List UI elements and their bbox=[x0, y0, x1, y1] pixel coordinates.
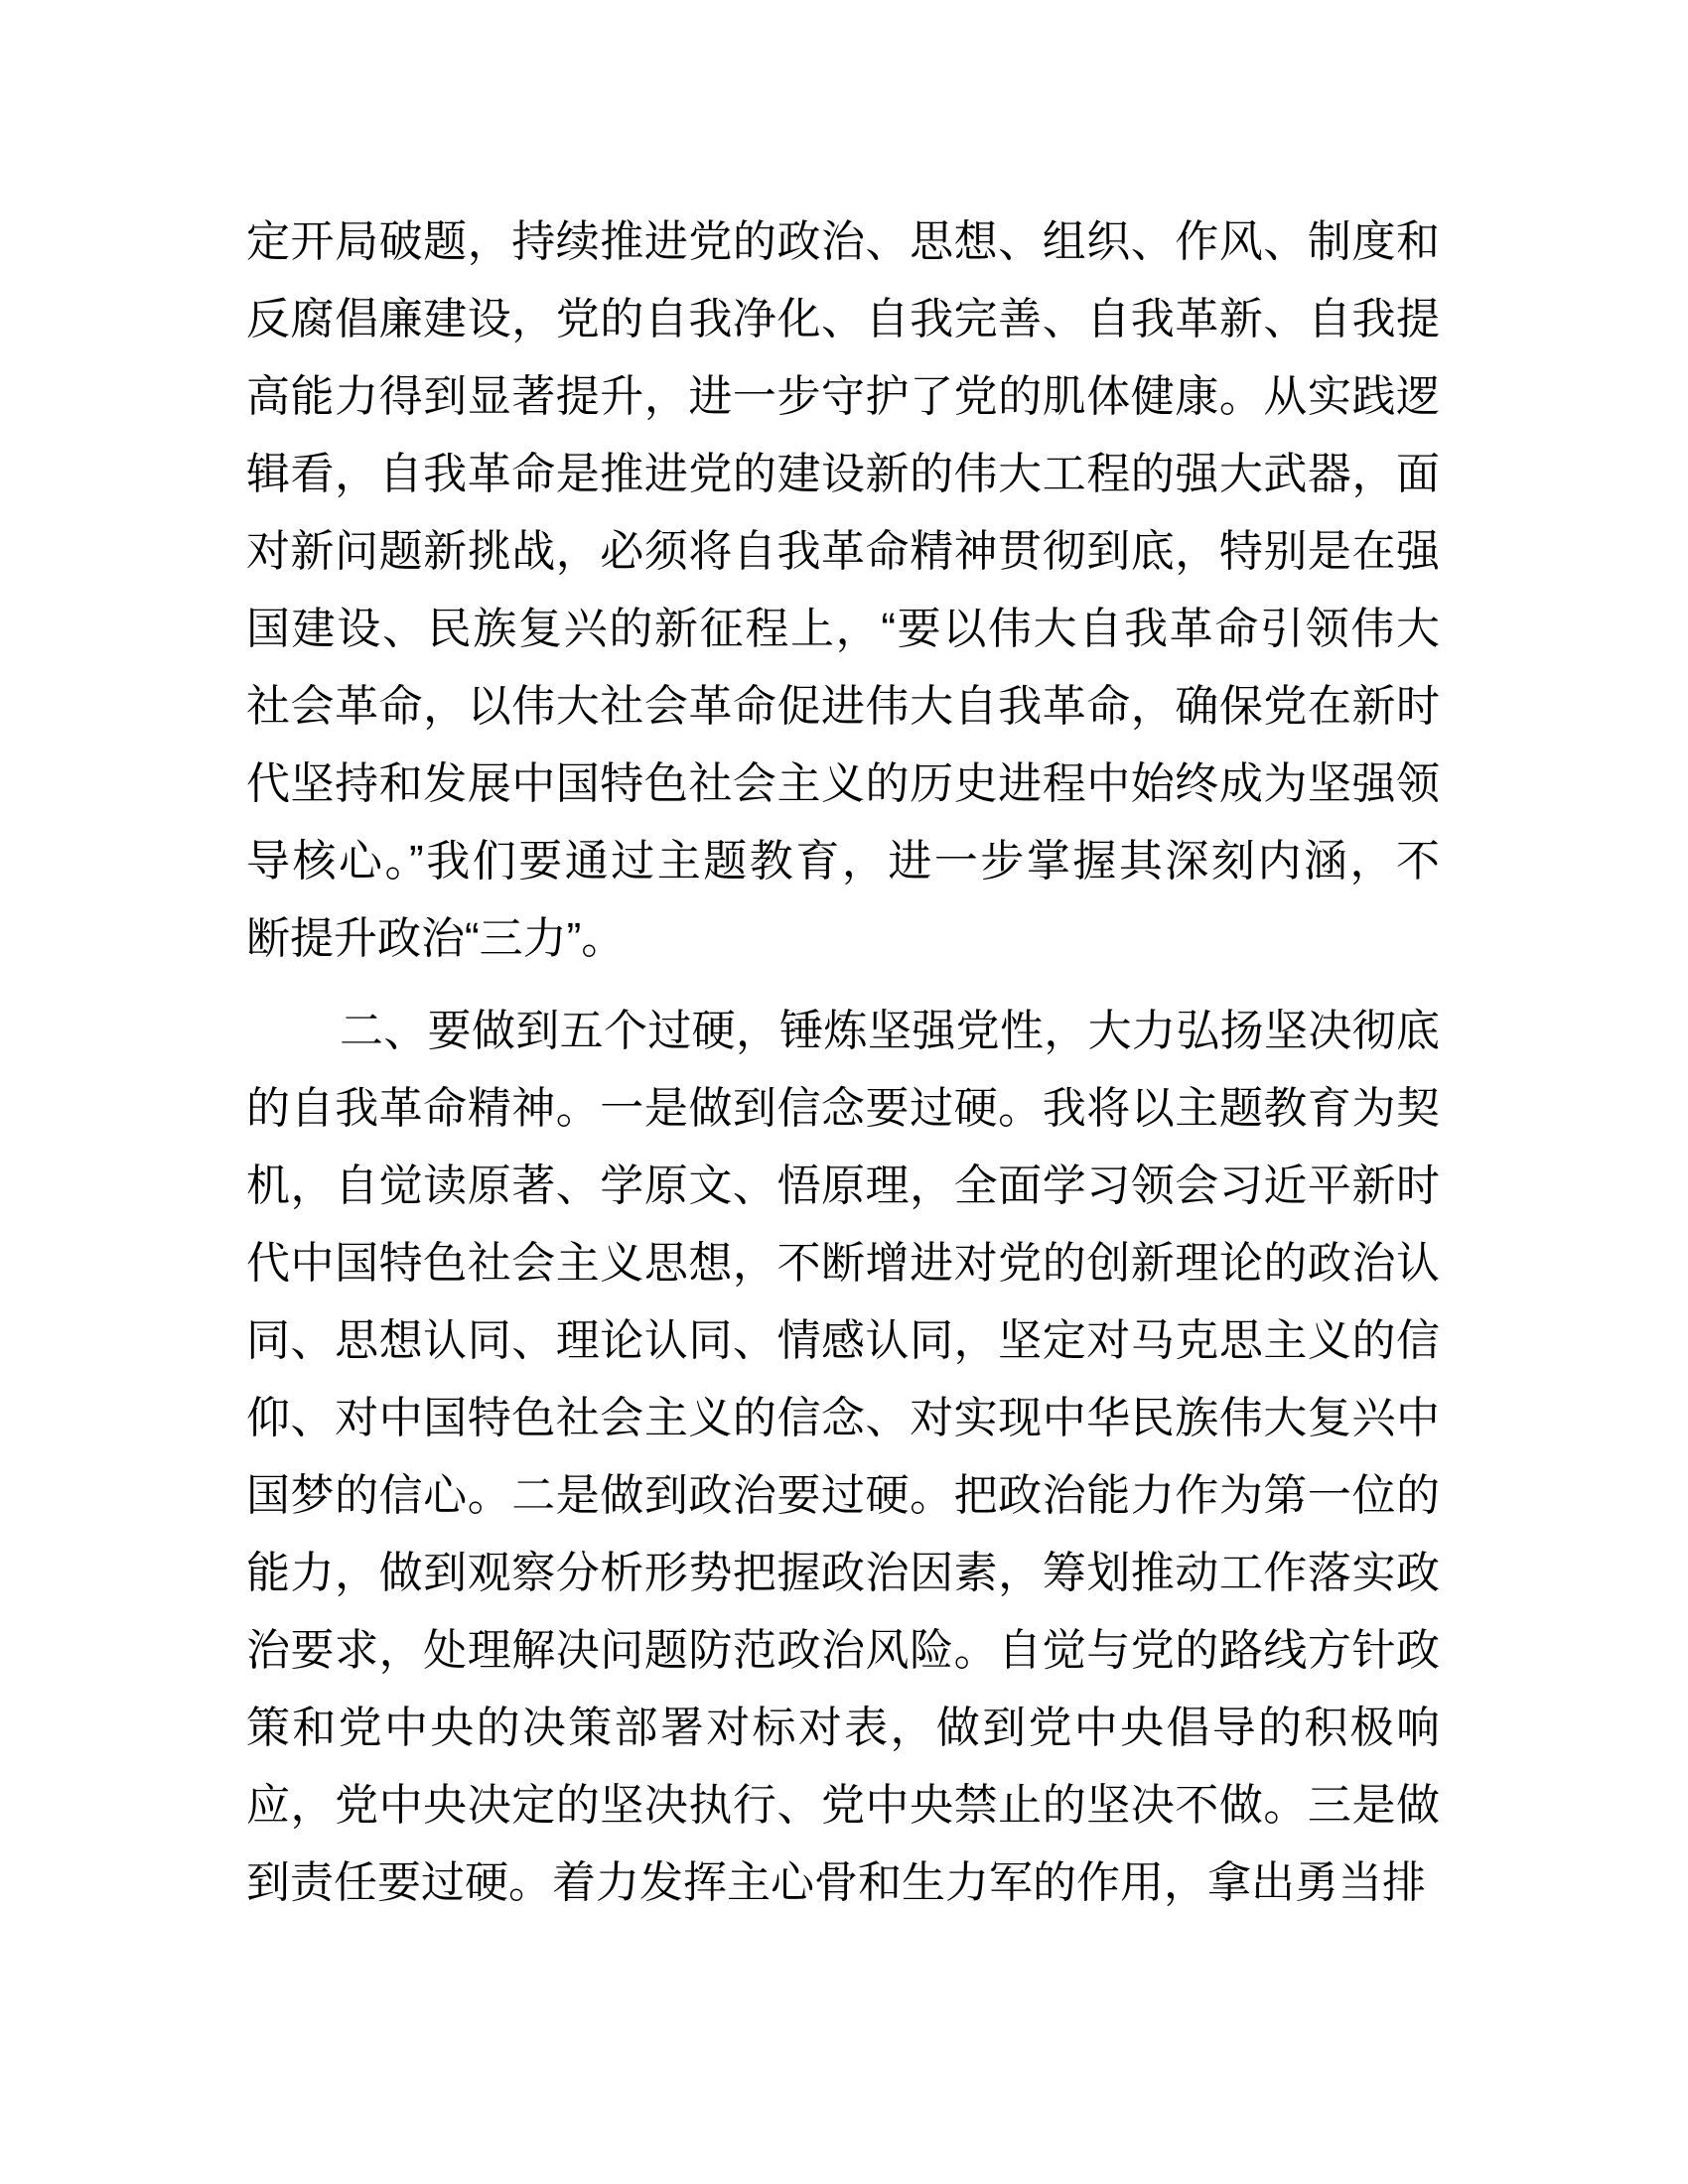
text-line: 治要求，处理解决问题防范政治风险。自觉与党的路线方针政 bbox=[246, 1626, 1440, 1675]
text-line: 能力，做到观察分析形势把握政治因素，筹划推动工作落实政 bbox=[246, 1549, 1440, 1597]
text-line: 代坚持和发展中国特色社会主义的历史进程中始终成为坚强领 bbox=[246, 759, 1440, 808]
text-line: 仰、对中国特色社会主义的信念、对实现中华民族伟大复兴中 bbox=[246, 1394, 1440, 1442]
text-line: 到责任要过硬。着力发挥主心骨和生力军的作用，拿出勇当排 bbox=[246, 1858, 1426, 1907]
text-line: 的自我革命精神。一是做到信念要过硬。我将以主题教育为契 bbox=[246, 1084, 1440, 1133]
text-line: 国建设、民族复兴的新征程上，“要以伟大自我革命引领伟大 bbox=[246, 605, 1440, 653]
text-line: 机，自觉读原著、学原文、悟原理，全面学习领会习近平新时 bbox=[246, 1161, 1440, 1210]
text-line: 同、思想认同、理论认同、情感认同，坚定对马克思主义的信 bbox=[246, 1316, 1440, 1365]
text-line: 高能力得到显著提升，进一步守护了党的肌体健康。从实践逻 bbox=[246, 372, 1440, 421]
text-line: 二、要做到五个过硬，锤炼坚强党性，大力弘扬坚决彻底 bbox=[340, 1007, 1440, 1055]
text-line: 代中国特色社会主义思想，不断增进对党的创新理论的政治认 bbox=[246, 1239, 1440, 1288]
document-body bbox=[246, 204, 1440, 1922]
paragraph-1 bbox=[246, 204, 1440, 978]
text-line: 对新问题新挑战，必须将自我革命精神贯彻到底，特别是在强 bbox=[246, 527, 1440, 576]
text-line: 反腐倡廉建设，党的自我净化、自我完善、自我革新、自我提 bbox=[246, 295, 1440, 343]
text-line: 辑看，自我革命是推进党的建设新的伟大工程的强大武器，面 bbox=[246, 450, 1440, 498]
text-line: 定开局破题，持续推进党的政治、思想、组织、作风、制度和 bbox=[246, 217, 1440, 266]
text-line: 导核心。”我们要通过主题教育，进一步掌握其深刻内涵，不 bbox=[246, 837, 1440, 886]
text-line: 断提升政治“三力”。 bbox=[246, 914, 626, 963]
paragraph-2 bbox=[246, 993, 1440, 1922]
text-line: 社会革命，以伟大社会革命促进伟大自我革命，确保党在新时 bbox=[246, 682, 1440, 731]
text-line: 应，党中央决定的坚决执行、党中央禁止的坚决不做。三是做 bbox=[246, 1781, 1440, 1830]
text-line: 策和党中央的决策部署对标对表，做到党中央倡导的积极响 bbox=[246, 1704, 1440, 1752]
text-line: 国梦的信心。二是做到政治要过硬。把政治能力作为第一位的 bbox=[246, 1471, 1440, 1520]
